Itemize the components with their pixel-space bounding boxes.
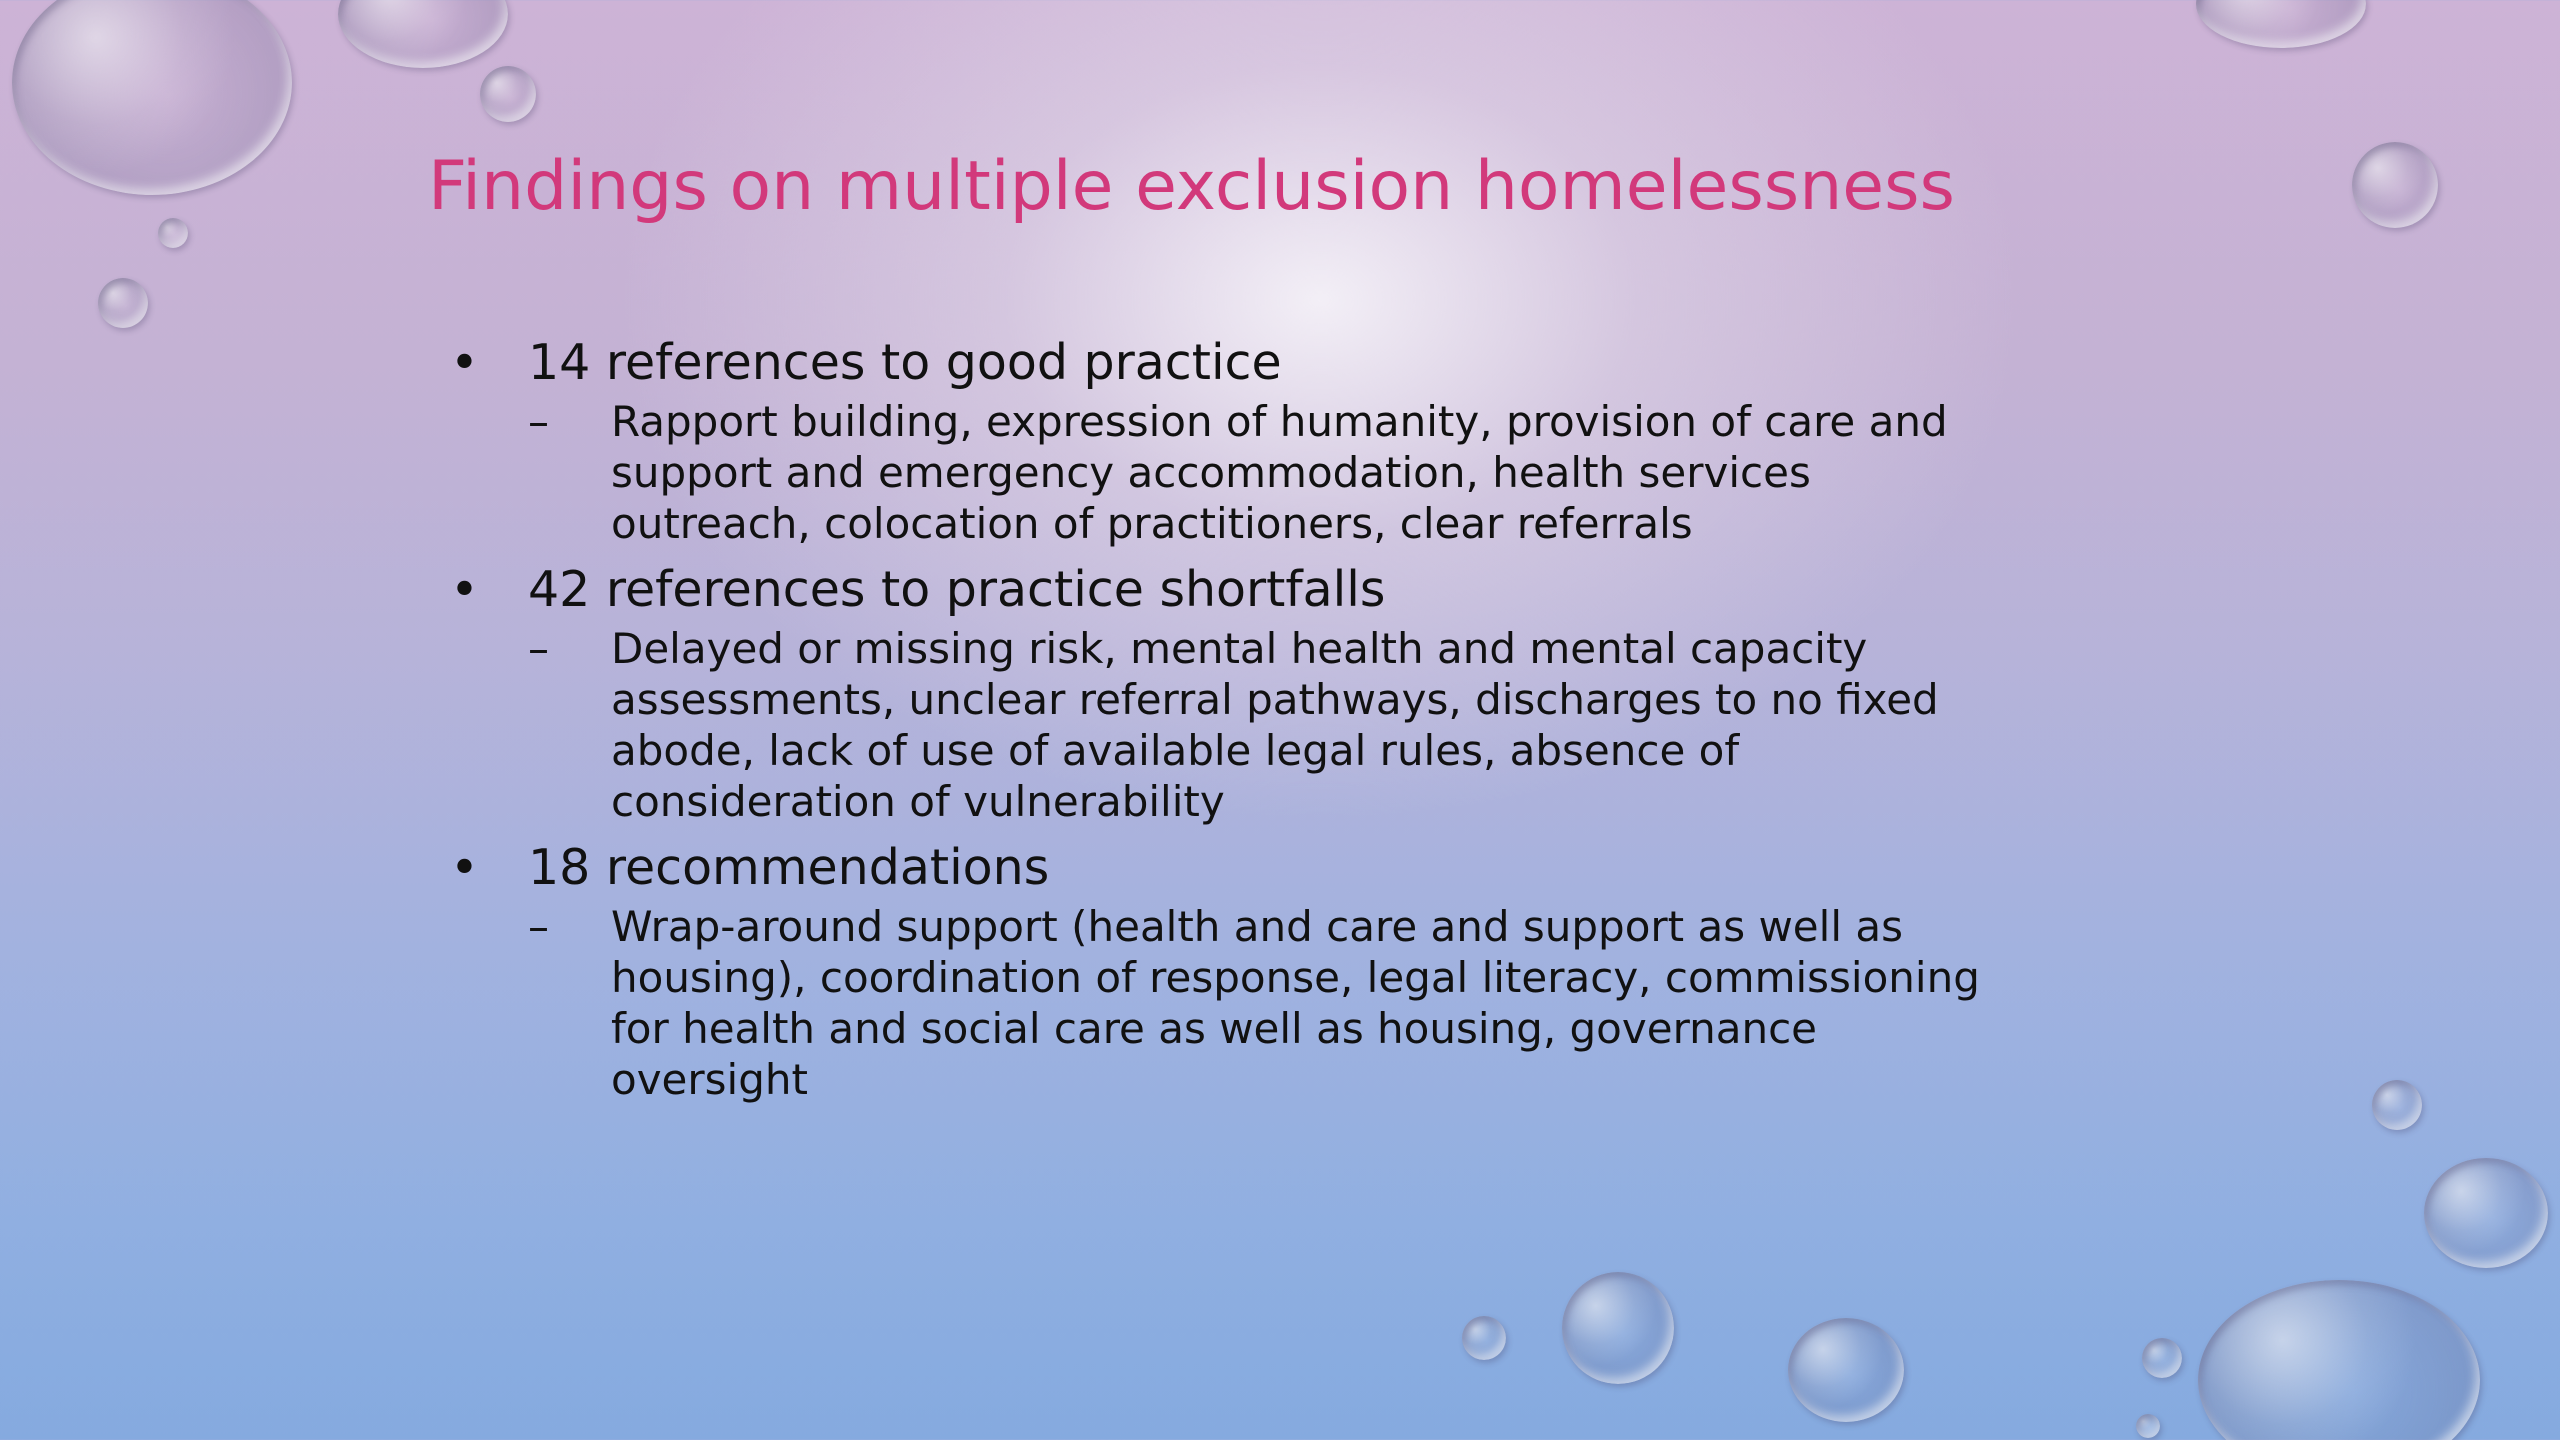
sub-bullet-line: support and emergency accommodation, health services [611,448,1811,497]
sub-bullet-line: Wrap-around support (health and care and support as well as [611,902,1903,951]
water-droplet-decoration [1562,1272,1674,1384]
sub-bullet-item [528,623,2050,827]
sub-bullet-item [528,901,2050,1105]
sub-bullet-line: for health and social care as well as housing, governance [611,1004,1818,1053]
water-droplet-decoration [158,218,188,248]
water-droplet-decoration [2424,1158,2548,1268]
sub-bullet-line: Delayed or missing risk, mental health and mental capacity [611,624,1868,673]
dash-bullet-icon: – [528,902,549,951]
sub-bullet-list [528,623,2050,827]
water-droplet-decoration [12,0,292,195]
water-droplet-decoration [338,0,508,68]
water-droplet-decoration [98,278,148,328]
slide-title: Findings on multiple exclusion homelessness [428,147,1955,226]
water-droplet-decoration [2372,1080,2422,1130]
bullet-dot-icon: • [450,839,479,896]
bullet-dot-icon: • [450,334,479,391]
bullet-text: 18 recommendations [528,839,1050,896]
sub-bullet-line: outreach, colocation of practitioners, clear referrals [611,499,1693,548]
sub-bullet-item [528,396,2050,549]
bullet-item [450,835,2050,901]
sub-bullet-list [528,396,2050,549]
water-droplet-decoration [480,66,536,122]
sub-bullet-line: housing), coordination of response, legal literacy, commissioning [611,953,1980,1002]
water-droplet-decoration [1788,1318,1904,1422]
sub-bullet-line: consideration of vulnerability [611,777,1225,826]
sub-bullet-list [528,901,2050,1105]
water-droplet-decoration [2198,1280,2480,1440]
bullet-text: 42 references to practice shortfalls [528,561,1386,618]
water-droplet-decoration [2196,0,2366,48]
water-droplet-decoration [2352,142,2438,228]
sub-bullet-line: oversight [611,1055,808,1104]
sub-bullet-line: assessments, unclear referral pathways, discharges to no fixed [611,675,1939,724]
water-droplet-decoration [1462,1316,1506,1360]
bullet-item [450,330,2050,396]
water-droplet-decoration [2136,1414,2160,1438]
bullet-text: 14 references to good practice [528,334,1282,391]
slide-body [450,330,2050,1105]
dash-bullet-icon: – [528,624,549,673]
bullet-dot-icon: • [450,561,479,618]
sub-bullet-line: abode, lack of use of available legal rules, absence of [611,726,1740,775]
dash-bullet-icon: – [528,397,549,446]
bullet-item [450,557,2050,623]
sub-bullet-line: Rapport building, expression of humanity, provision of care and [611,397,1948,446]
water-droplet-decoration [2142,1338,2182,1378]
